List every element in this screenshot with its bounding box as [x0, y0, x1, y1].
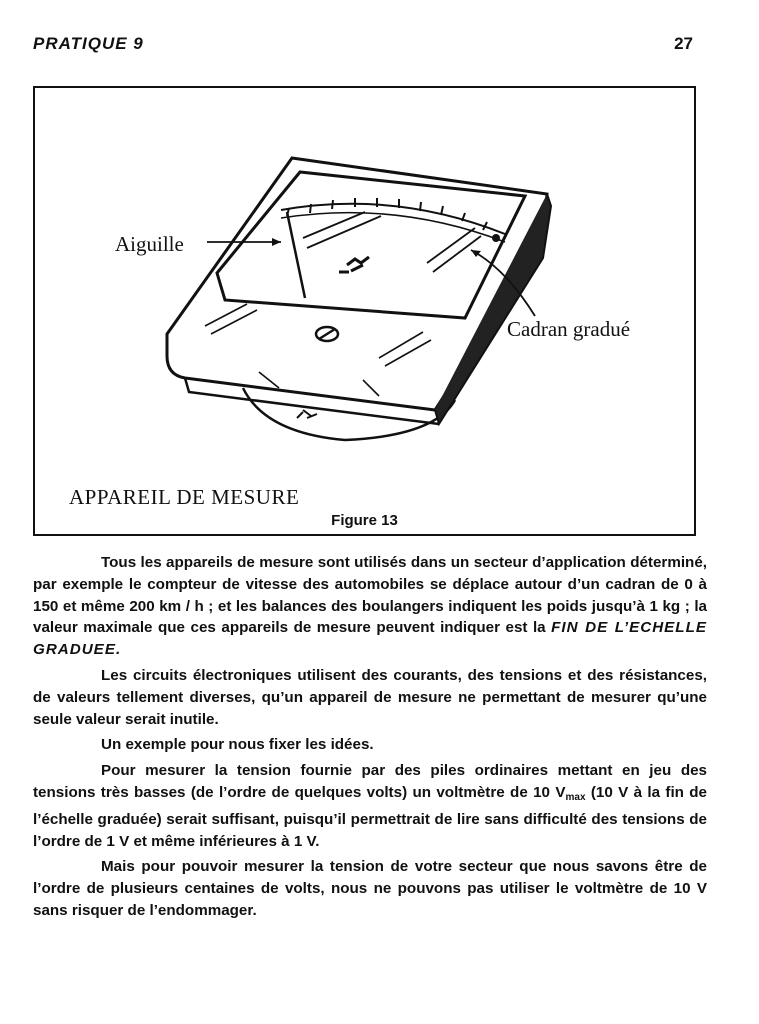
dial-tick [420, 202, 421, 211]
paragraph-3: Un exemple pour nous fixer les idées. [101, 736, 374, 754]
figure-title: APPAREIL DE MESURE [69, 485, 300, 509]
page-number: 27 [674, 34, 693, 53]
label-graduated-dial: Cadran gradué [507, 317, 631, 341]
paragraph-4-subscript: max [565, 791, 586, 803]
figure-caption: Figure 13 [331, 512, 398, 529]
paragraph-2: Les circuits électroniques utilisent des courants, des tensions et des résistances, de valeurs tellement diverses, qu’un appareil de mesure ne permettant de mesurer qu’une seule valeur serait inutile. [33, 666, 707, 728]
figure-13 [33, 86, 696, 536]
meter-illustration [35, 88, 694, 534]
dial-end-dot [492, 234, 500, 242]
paragraph-1-emphasis: FIN DE L’ECHELLE GRADUEE. [33, 619, 707, 659]
paragraph-5: Mais pour pouvoir mesurer la tension de votre secteur que nous savons être de l’ordre de plusieurs centaines de volts, nous ne pouvons pas utiliser le voltmètre de 10 V sans risquer de l’endommager. [33, 858, 707, 919]
label-needle: Aiguille [115, 232, 184, 256]
dial-tick [332, 200, 333, 209]
paragraph-1 [33, 552, 707, 661]
chapter-title: PRATIQUE 9 [33, 34, 144, 53]
paragraph-4-text-b: (10 V à la fin de l’échelle graduée) serait suffisant, puisqu’il permettrait de lire sans difficulté des tensions de l’ordre de 1 V et même inférieures à 1 V. [33, 783, 707, 850]
body-text [33, 552, 707, 926]
paragraph-4 [33, 760, 707, 852]
paragraph-4-text-a: Pour mesurer la tension fournie par des piles ordinaires mettant en jeu des tensions très basses (de l’ordre de quelques volts) un voltmètre de 10 V [33, 762, 707, 801]
base-screw-mark [297, 410, 317, 418]
dial-tick [310, 204, 311, 213]
paragraph-1-text: Tous les appareils de mesure sont utilisés dans un secteur d’application déterminé, par exemple le compteur de vitesse des automobiles se déplace autour d’un cadran de 0 à 150 et même 200 km / h ; et les balances des boulangers indiquent les poids jusqu’à 1 kg ; la valeur maximale que ces appareils de mesure peuvent indiquer est la [33, 554, 707, 637]
